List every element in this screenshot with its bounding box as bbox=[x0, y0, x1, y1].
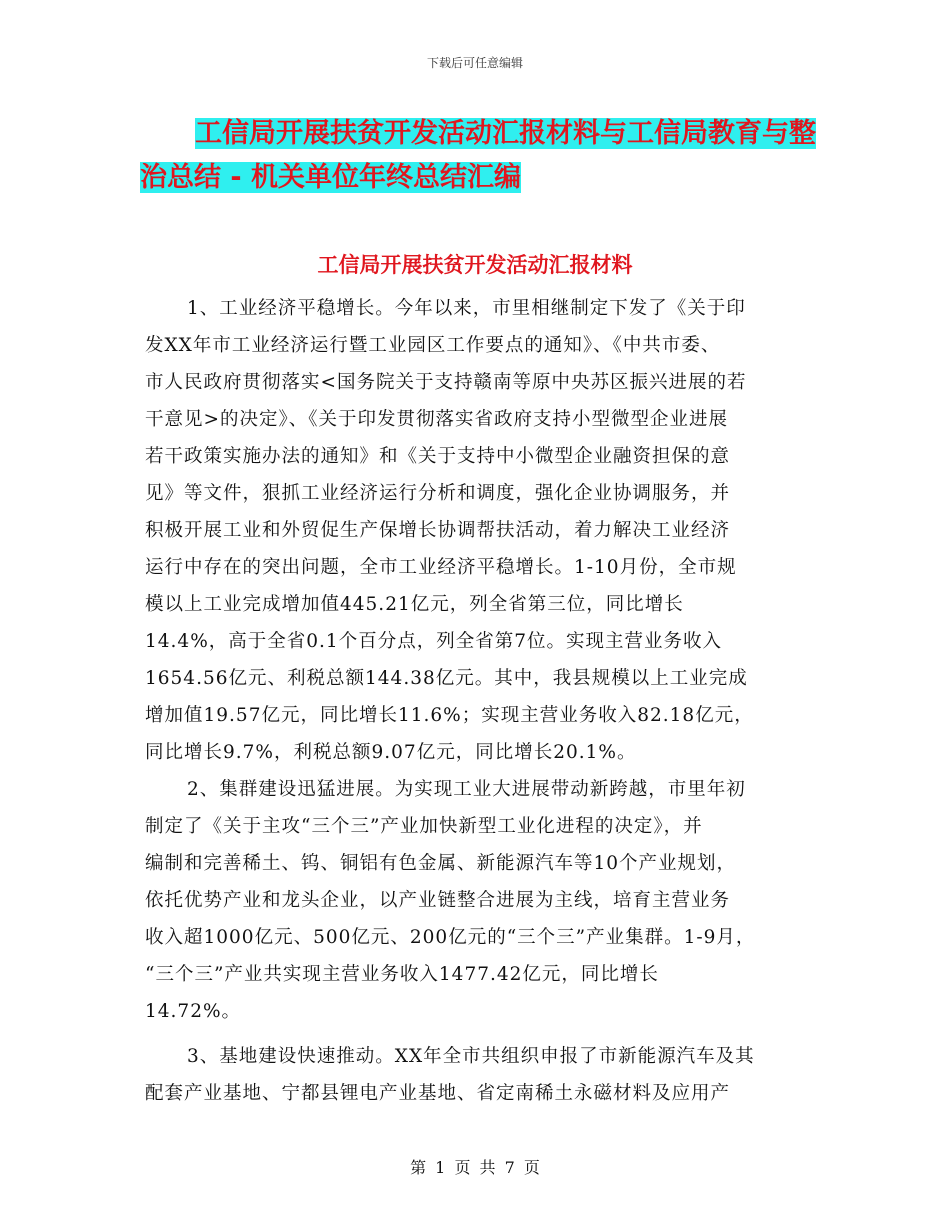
body-text bbox=[145, 290, 810, 1112]
title-line-1: 工信局开展扶贫开发活动汇报材料与工信局教育与整 bbox=[195, 118, 816, 149]
text-line: 配套产业基地、宁都县锂电产业基地、省定南稀土永磁材料及应用产 bbox=[145, 1083, 731, 1104]
text-line: 见》等文件，狠抓工业经济运行分析和调度，强化企业协调服务，并 bbox=[145, 483, 731, 504]
text-line: “三个三”产业共实现主营业务收入1477.42亿元，同比增长 bbox=[145, 964, 659, 985]
page-footer bbox=[0, 1155, 950, 1178]
text-line: 积极开展工业和外贸促生产保增长协调帮扶活动，着力解决工业经济 bbox=[145, 520, 731, 541]
text-line: 制定了《关于主攻“三个三”产业加快新型工业化进程的决定》，并 bbox=[145, 816, 703, 837]
text-line: 3、基地建设快速推动。XX年全市共组织申报了市新能源汽车及其 bbox=[187, 1046, 755, 1067]
text-line: 2、集群建设迅猛进展。为实现工业大进展带动新跨越，市里年初 bbox=[187, 779, 746, 800]
footer-middle: 页 共 bbox=[454, 1158, 496, 1177]
text-line: 发XX年市工业经济运行暨工业园区工作要点的通知》、《中共市委、 bbox=[145, 335, 721, 356]
header-note: 下载后可任意编辑 bbox=[426, 56, 523, 70]
section-title: 工信局开展扶贫开发活动汇报材料 bbox=[317, 253, 633, 277]
paragraph-2 bbox=[145, 771, 810, 1030]
page-number: 1 bbox=[435, 1158, 446, 1177]
paragraph-3 bbox=[145, 1038, 810, 1112]
paragraph-1 bbox=[145, 290, 810, 771]
title-line-2: 治总结 - 机关单位年终总结汇编 bbox=[140, 162, 522, 193]
text-line: 增加值19.57亿元，同比增长11.6%；实现主营业务收入82.18亿元， bbox=[145, 705, 754, 726]
footer-prefix: 第 bbox=[410, 1158, 427, 1177]
text-line: 14.72%。 bbox=[145, 1001, 242, 1022]
text-line: 同比增长9.7%，利税总额9.07亿元，同比增长20.1%。 bbox=[145, 742, 637, 763]
text-line: 依托优势产业和龙头企业，以产业链整合进展为主线，培育主营业务 bbox=[145, 890, 731, 911]
text-line: 编制和完善稀土、钨、铜铝有色金属、新能源汽车等10个产业规划， bbox=[145, 853, 737, 874]
document-title bbox=[140, 112, 840, 200]
text-line: 模以上工业完成增加值445.21亿元，列全省第三位，同比增长 bbox=[145, 594, 684, 615]
footer-suffix: 页 bbox=[523, 1158, 540, 1177]
text-line: 14.4%，高于全省0.1个百分点，列全省第7位。实现主营业务收入 bbox=[145, 631, 722, 652]
text-line: 1654.56亿元、利税总额144.38亿元。其中，我县规模以上工业完成 bbox=[145, 668, 748, 689]
text-line: 市人民政府贯彻落实<国务院关于支持赣南等原中央苏区振兴进展的若 bbox=[145, 372, 747, 393]
text-line: 1、工业经济平稳增长。今年以来，市里相继制定下发了《关于印 bbox=[187, 298, 746, 319]
page-total: 7 bbox=[504, 1158, 515, 1177]
text-line: 干意见>的决定》、《关于印发贯彻落实省政府支持小型微型企业进展 bbox=[145, 409, 729, 430]
text-line: 若干政策实施办法的通知》和《关于支持中小微型企业融资担保的意 bbox=[145, 446, 731, 467]
text-line: 运行中存在的突出问题，全市工业经济平稳增长。1-10月份，全市规 bbox=[145, 557, 737, 578]
text-line: 收入超1000亿元、500亿元、200亿元的“三个三”产业集群。1-9月， bbox=[145, 927, 756, 948]
